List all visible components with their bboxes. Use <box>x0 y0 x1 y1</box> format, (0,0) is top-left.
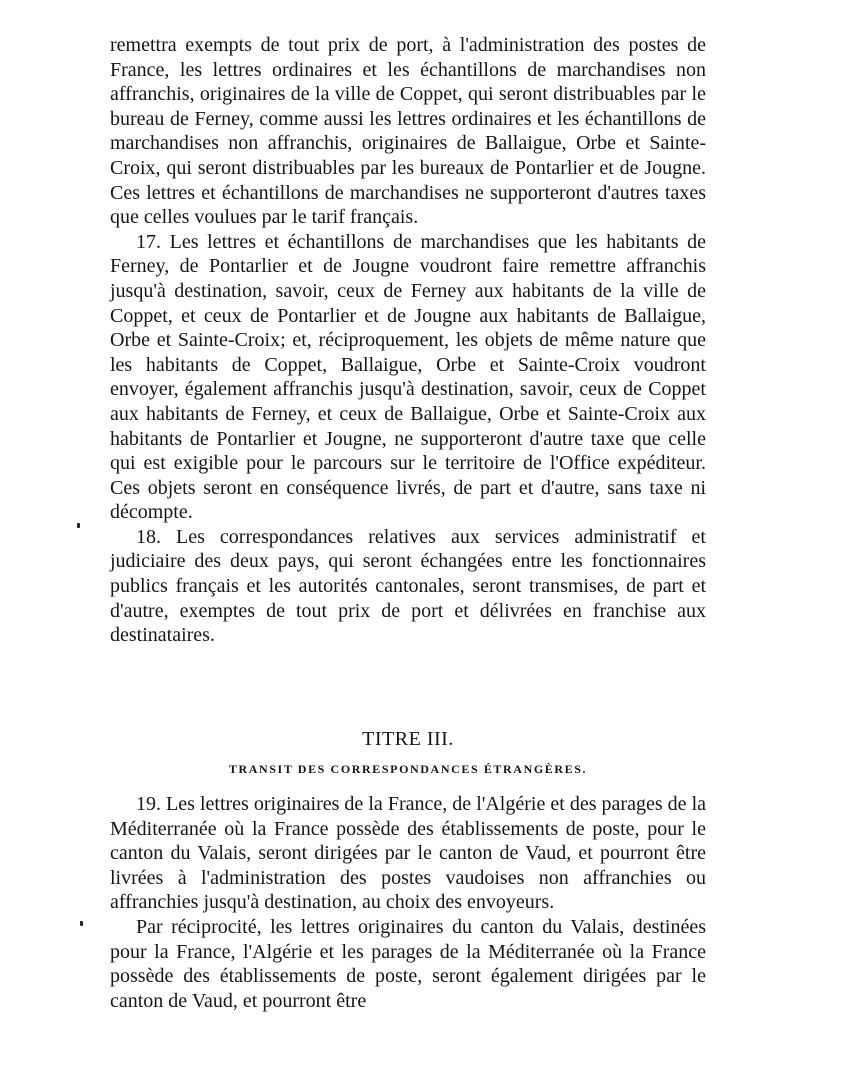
section-title: TITRE III. <box>362 728 454 750</box>
print-speck <box>77 523 80 528</box>
articles-block <box>110 33 706 648</box>
transit-block <box>110 792 706 1013</box>
article-17: 17. Les lettres et échantillons de marchandises que les habitants de Ferney, de Pontarlier et de Jougne voudront faire remettre affranchis jusqu'à destination, savoir, ceux de Ferney aux habitants de la ville de Coppet, et ceux de Pontarlier et de Jougne aux habitants de Ballaigue, Orbe et Sainte-Croix; et, réciproquement, les objets de même nature que les habitants de Coppet, Ballaigue, Orbe et Sainte-Croix voudront envoyer, également affranchis jusqu'à destination, savoir, ceux de Coppet aux habitants de Ferney, et ceux de Ballaigue, Orbe et Sainte-Croix aux habitants de Pontarlier et Jougne, ne supporteront d'autre taxe que celle qui est exigible pour le parcours sur le territoire de l'Office expéditeur. Ces objets seront en conséquence livrés, de part et d'autre, sans taxe ni décompte. <box>110 230 706 524</box>
paragraph-continuation: remettra exempts de tout prix de port, à l'administration des postes de France, les lettres ordinaires et les échantillons de marchandises non affranchis, originaires de la ville de Coppet, qui seront distribuables par le bureau de Ferney, comme aussi les lettres ordinaires et les échantillons de marchandises non affranchis, originaires de Ballaigue, Orbe et Sainte-Croix, qui seront distribuables par les bureaux de Pontarlier et de Jougne. Ces lettres et échantillons de marchandises ne supporteront d'autres taxes que celles voulues par le tarif français. <box>110 34 706 229</box>
paragraph-reciprocite: Par réciprocité, les lettres originaires du canton du Valais, destinées pour la France, l'Algérie et les parages de la Méditerranée où la France possède des établissements de poste, seront également dirigées par le canton de Vaud, et pourront être <box>110 915 706 1012</box>
section-subtitle: TRANSIT DES CORRESPONDANCES ÉTRANGÈRES. <box>228 762 588 776</box>
article-18: 18. Les correspondances relatives aux services administratif et judiciaire des deux pays, qui seront échangées entre les fonctionnaires publics français et les autorités cantonales, seront transmises, de part et d'autre, exemptes de tout prix de port et délivrées en franchise aux destinataires. <box>110 525 706 647</box>
article-19: 19. Les lettres originaires de la France, de l'Algérie et des parages de la Méditerranée où la France possède des établissements de poste, pour le canton du Valais, seront dirigées par le canton de Vaud, et pourront être livrées à l'administration des postes vaudoises non affranchies ou affranchies jusqu'à destination, au choix des envoyeurs. <box>110 793 706 914</box>
print-speck <box>80 921 83 926</box>
